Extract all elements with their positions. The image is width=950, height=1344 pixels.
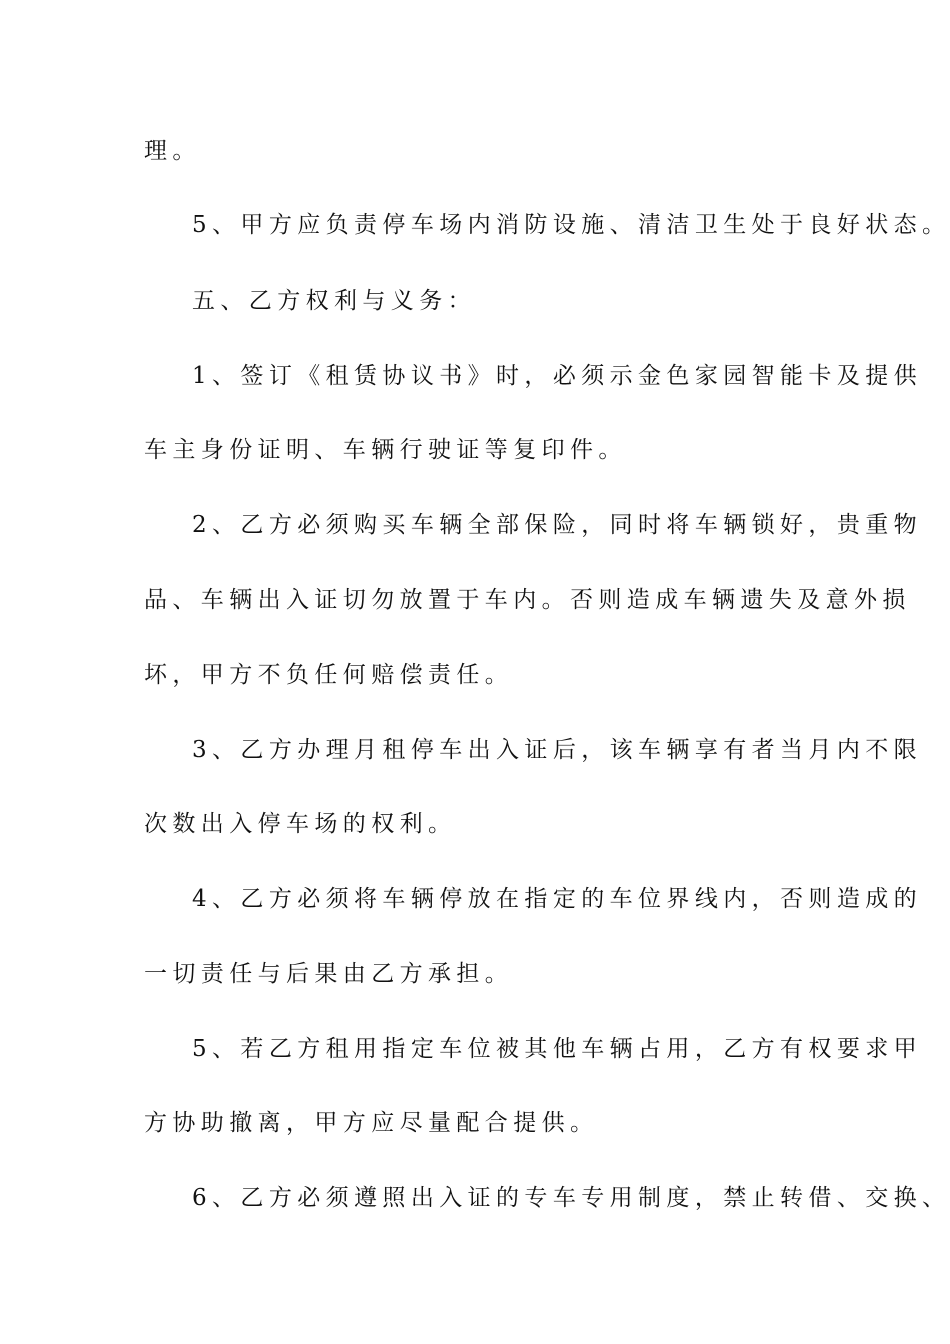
- text-line: 一切责任与后果由乙方承担。: [144, 961, 514, 987]
- text-line: 5、甲方应负责停车场内消防设施、清洁卫生处于良好状态。: [192, 212, 950, 238]
- text-line: 品、车辆出入证切勿放置于车内。否则造成车辆遗失及意外损: [144, 587, 911, 613]
- text-line: 6、乙方必须遵照出入证的专车专用制度，禁止转借、交换、: [192, 1185, 950, 1211]
- text-line: 2、乙方必须购买车辆全部保险，同时将车辆锁好，贵重物: [192, 512, 923, 538]
- text-line: 5、若乙方租用指定车位被其他车辆占用，乙方有权要求甲: [192, 1036, 923, 1062]
- section-heading: 五、乙方权利与义务：: [192, 288, 476, 314]
- text-line: 1、签订《租赁协议书》时，必须示金色家园智能卡及提供: [192, 363, 923, 389]
- text-line: 坏，甲方不负任何赔偿责任。: [144, 662, 514, 688]
- text-line: 次数出入停车场的权利。: [144, 811, 457, 837]
- text-line: 3、乙方办理月租停车出入证后，该车辆享有者当月内不限: [192, 737, 923, 763]
- text-line: 方协助撤离，甲方应尽量配合提供。: [144, 1110, 599, 1136]
- text-line: 车主身份证明、车辆行驶证等复印件。: [144, 437, 627, 463]
- text-line: 4、乙方必须将车辆停放在指定的车位界线内，否则造成的: [192, 886, 923, 912]
- text-line: 理。: [144, 138, 201, 164]
